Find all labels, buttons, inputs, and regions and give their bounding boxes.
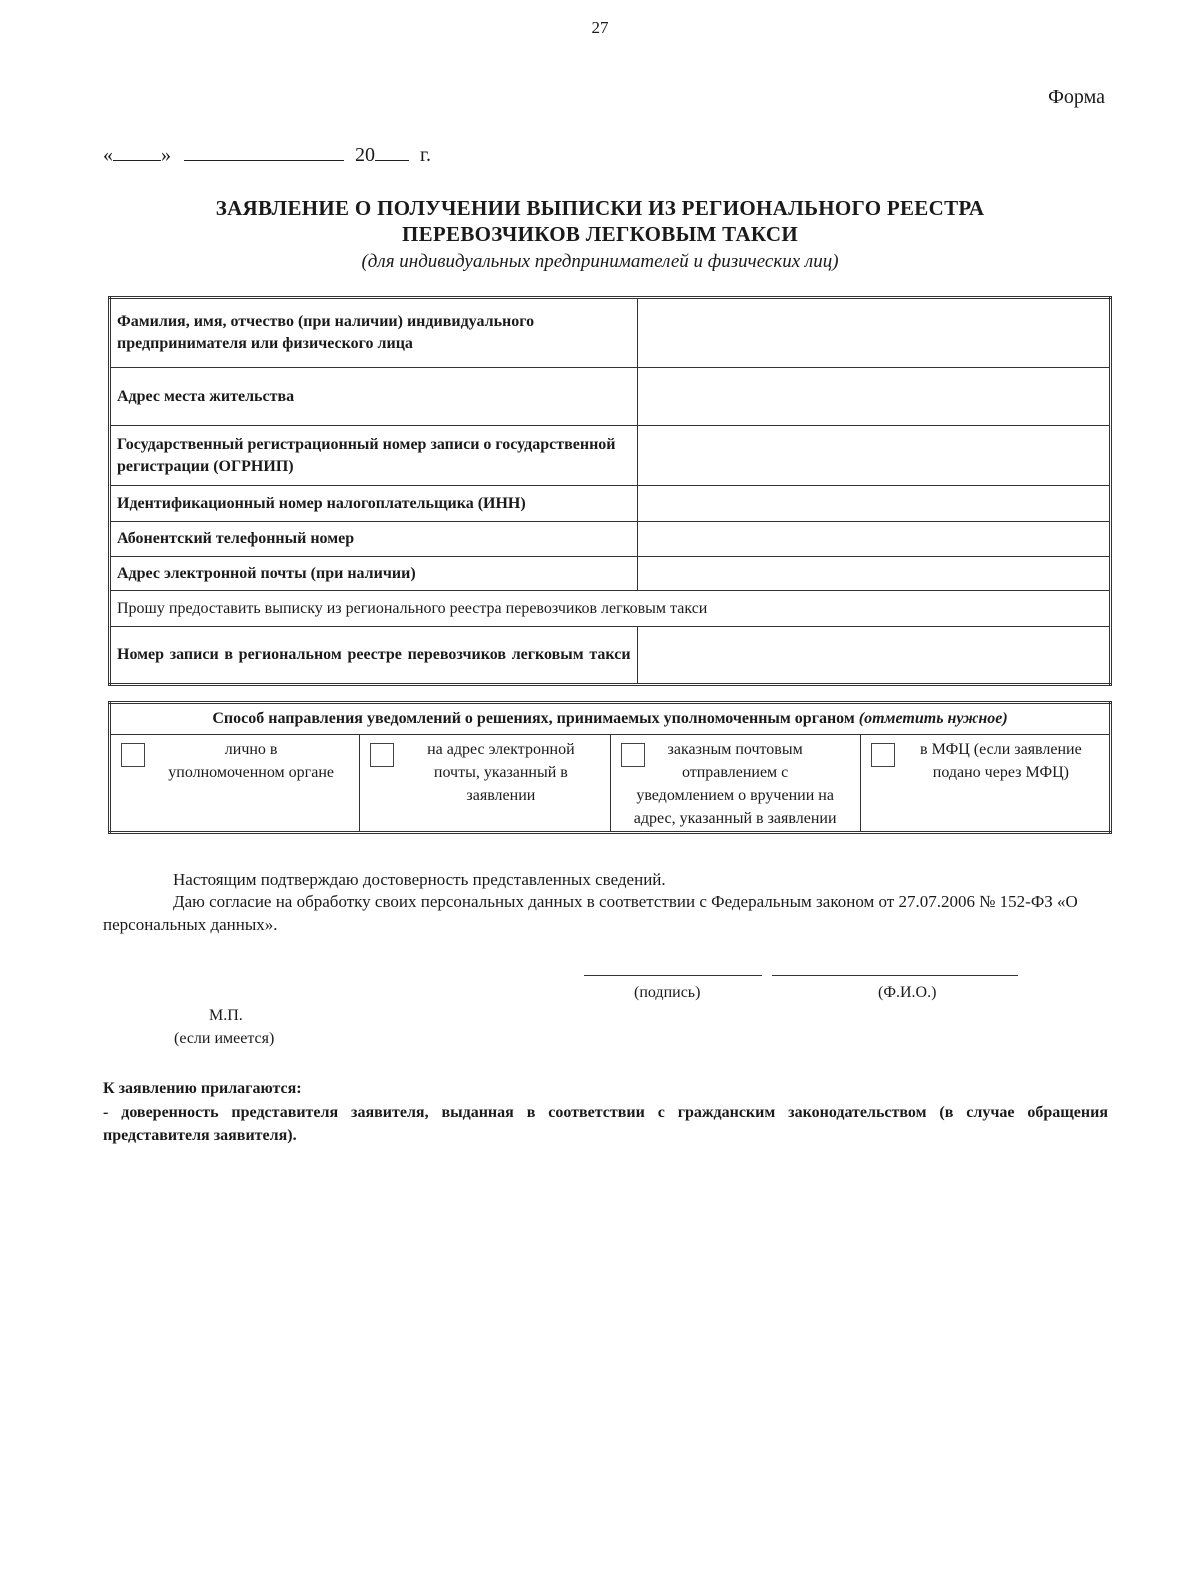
record-number-field[interactable]	[637, 627, 1110, 685]
attachments-heading: К заявлению прилагаются:	[103, 1080, 302, 1097]
form-label: Форма	[1048, 86, 1105, 108]
table-row	[110, 298, 1111, 368]
day-blank[interactable]	[113, 142, 161, 161]
option-in-person-label: лично в уполномоченном органе	[168, 741, 334, 781]
date-century: 20	[355, 144, 375, 166]
confirm-text: Настоящим подтверждаю достоверность представленных сведений.	[173, 870, 666, 889]
date-open-quote: «	[103, 144, 113, 166]
document-title	[0, 195, 1200, 247]
year-blank[interactable]	[375, 142, 409, 161]
stamp-note: (если имеется)	[174, 1030, 275, 1047]
residence-address-field[interactable]	[637, 368, 1110, 426]
phone-field[interactable]	[637, 522, 1110, 557]
table-row	[110, 557, 1111, 591]
option-mfc-label: в МФЦ (если заявление подано через МФЦ)	[920, 741, 1082, 781]
stamp-label: М.П.	[209, 1007, 243, 1024]
notification-method-table	[108, 701, 1112, 834]
notification-heading-note: (отметить нужное)	[858, 710, 1008, 727]
option-registered-mail-label: заказным почтовым отправлением с уведомлением о вручении на адрес, указанный в заявлении	[633, 741, 837, 827]
option-email-checkbox[interactable]	[370, 743, 394, 767]
record-number-label: Номер записи в региональном реестре перевозчиков легковым такси	[110, 627, 638, 685]
notification-heading	[110, 703, 1111, 735]
option-email[interactable]	[360, 735, 610, 833]
title-line-1: ЗАЯВЛЕНИЕ О ПОЛУЧЕНИИ ВЫПИСКИ ИЗ РЕГИОНАЛЬНОГО РЕЕСТРА	[215, 196, 985, 220]
notification-heading-text: Способ направления уведомлений о решениях, принимаемых уполномоченным органом	[212, 710, 855, 727]
table-row	[110, 703, 1111, 735]
option-mfc-checkbox[interactable]	[871, 743, 895, 767]
option-email-label: на адрес электронной почты, указанный в заявлении	[427, 741, 575, 804]
option-registered-mail[interactable]	[610, 735, 860, 833]
option-in-person[interactable]	[110, 735, 360, 833]
table-row	[110, 591, 1111, 627]
fio-line[interactable]	[772, 975, 1018, 976]
applicant-info-table	[108, 296, 1112, 686]
inn-field[interactable]	[637, 486, 1110, 522]
attachment-item: - доверенность представителя заявителя, выданная в соответствии с гражданским законодательством (в случае обращения представителя заявителя).	[103, 1104, 1108, 1144]
document-subtitle: (для индивидуальных предпринимателей и физических лиц)	[361, 251, 839, 272]
table-row	[110, 426, 1111, 486]
residence-address-label: Адрес места жительства	[110, 368, 638, 426]
option-in-person-checkbox[interactable]	[121, 743, 145, 767]
email-label: Адрес электронной почты (при наличии)	[110, 557, 638, 591]
fio-caption: (Ф.И.О.)	[878, 984, 937, 1001]
page-number: 27	[591, 18, 609, 37]
table-row	[110, 735, 1111, 833]
table-row	[110, 522, 1111, 557]
table-row	[110, 368, 1111, 426]
ogrnip-label: Государственный регистрационный номер записи о государственной регистрации (ОГРНИП)	[110, 426, 638, 486]
title-line-2: ПЕРЕВОЗЧИКОВ ЛЕГКОВЫМ ТАКСИ	[401, 222, 799, 246]
inn-label: Идентификационный номер налогоплательщика (ИНН)	[110, 486, 638, 522]
signature-caption: (подпись)	[634, 984, 701, 1001]
month-blank[interactable]	[184, 142, 344, 161]
phone-label: Абонентский телефонный номер	[110, 522, 638, 557]
full-name-field[interactable]	[637, 298, 1110, 368]
date-close-quote: »	[161, 144, 171, 166]
option-mfc[interactable]	[860, 735, 1110, 833]
date-year-suffix: г.	[420, 144, 431, 166]
request-text: Прошу предоставить выписку из регионального реестра перевозчиков легковым такси	[110, 591, 1111, 627]
date-line	[103, 142, 431, 167]
full-name-label: Фамилия, имя, отчество (при наличии) индивидуального предпринимателя или физического лица	[110, 298, 638, 368]
consent-text: Даю согласие на обработку своих персональных данных в соответствии с Федеральным законом от 27.07.2006 № 152-ФЗ «О персональных данных».	[103, 892, 1078, 934]
ogrnip-field[interactable]	[637, 426, 1110, 486]
signature-line[interactable]	[584, 975, 762, 976]
table-row	[110, 627, 1111, 685]
table-row	[110, 486, 1111, 522]
email-field[interactable]	[637, 557, 1110, 591]
